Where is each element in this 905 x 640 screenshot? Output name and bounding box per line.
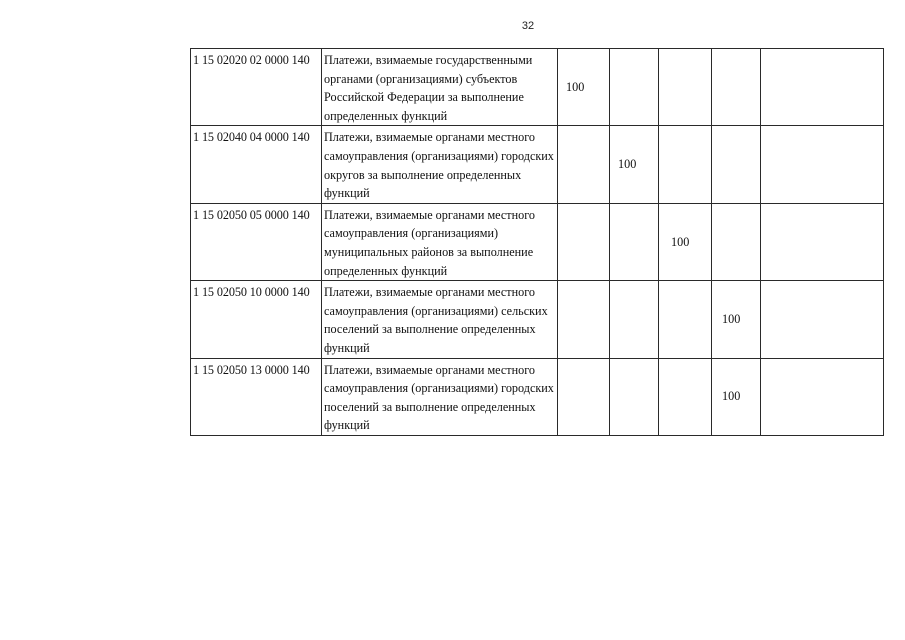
revenue-table [190, 48, 884, 436]
budget-code-cell: 1 15 02020 02 0000 140 [191, 49, 322, 126]
percent-cell [659, 203, 712, 280]
percent-value: 100 [618, 157, 637, 172]
table-body [191, 49, 884, 436]
percent-cell [712, 49, 761, 126]
percent-cell [610, 281, 659, 358]
table-row [191, 358, 884, 435]
table-row [191, 203, 884, 280]
description-cell: Платежи, взимаемые органами местного самоуправления (организациями) сельских поселений за выполнение определенных функций [322, 281, 558, 358]
table-row [191, 49, 884, 126]
percent-value: 100 [722, 312, 741, 327]
percent-cell [558, 49, 610, 126]
budget-code-cell: 1 15 02050 10 0000 140 [191, 281, 322, 358]
percent-cell [558, 358, 610, 435]
percent-cell [761, 126, 884, 203]
percent-cell [558, 281, 610, 358]
percent-value: 100 [722, 389, 741, 404]
table-row [191, 281, 884, 358]
budget-code-cell: 1 15 02050 05 0000 140 [191, 203, 322, 280]
percent-cell [659, 281, 712, 358]
table-row [191, 126, 884, 203]
percent-cell [761, 281, 884, 358]
percent-cell [761, 203, 884, 280]
description-cell: Платежи, взимаемые органами местного самоуправления (организациями) муниципальных районов за выполнение определенных функций [322, 203, 558, 280]
percent-cell [610, 49, 659, 126]
percent-value: 100 [671, 234, 690, 249]
percent-cell [712, 358, 761, 435]
description-cell: Платежи, взимаемые государственными органами (организациями) субъектов Российской Федерации за выполнение определенных функций [322, 49, 558, 126]
percent-cell [712, 281, 761, 358]
percent-cell [610, 126, 659, 203]
percent-cell [659, 126, 712, 203]
percent-cell [761, 358, 884, 435]
description-cell: Платежи, взимаемые органами местного самоуправления (организациями) городских округов за выполнение определенных функций [322, 126, 558, 203]
percent-cell [610, 358, 659, 435]
percent-cell [712, 126, 761, 203]
percent-cell [558, 203, 610, 280]
percent-cell [761, 49, 884, 126]
percent-value: 100 [566, 79, 585, 94]
page-number: 32 [521, 20, 535, 32]
percent-cell [659, 358, 712, 435]
description-cell: Платежи, взимаемые органами местного самоуправления (организациями) городских поселений за выполнение определенных функций [322, 358, 558, 435]
percent-cell [610, 203, 659, 280]
percent-cell [659, 49, 712, 126]
percent-cell [712, 203, 761, 280]
budget-code-cell: 1 15 02050 13 0000 140 [191, 358, 322, 435]
percent-cell [558, 126, 610, 203]
budget-code-cell: 1 15 02040 04 0000 140 [191, 126, 322, 203]
